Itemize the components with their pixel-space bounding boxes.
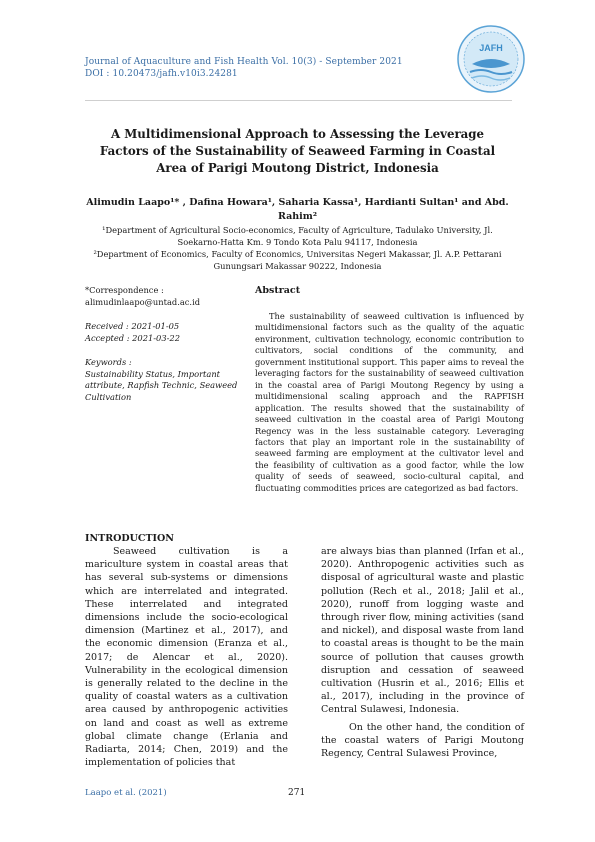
keywords-label: Keywords :: [85, 357, 132, 367]
paper-title: A Multidimensional Approach to Assessing the Leverage Factors of the Sustainability of Seaweed Farming in Coastal Area of Parigi Moutong District, Indonesia: [99, 127, 496, 175]
body-column-left: [85, 545, 288, 769]
affiliation-2: ²Department of Economics, Faculty of Economics, Universitas Negeri Makassar, Jl. A.P. Pettarani Gunungsari Makassar 90222, Indonesia: [93, 249, 502, 271]
header-divider: [85, 100, 512, 101]
intro-paragraph-1: Seaweed cultivation is a mariculture system in coastal areas that has several sub-systems or dimensions which are interrelated and integrated. These interrelated and integrated dimensions include the socio-ecological dimension (Martinez et al., 2017), and the economic dimension (Eranza et al., 2017; de Alencar et al., 2020). Vulnerability in the ecological dimension is generally related to the decline in the quality of coastal waters as a cultivation area caused by anthropogenic activities on land and coast as well as extreme global climate change (Erlania and Radiarta, 2014; Chen, 2019) and the implementation of policies that: [85, 546, 288, 769]
body-column-right: [321, 545, 524, 760]
abstract-text: The sustainability of seaweed cultivation is influenced by multidimensional factors such as the quality of the aquatic environment, cultivation technology, economic contribution to cultivators, social conditions of the community, and government institutional support. This paper aims to reveal the leveraging factors for the sustainability of seaweed cultivation in the coastal area of Parigi Moutong Regency by using a multidimensional scaling approach and the RAPFISH application. The results showed that the sustainability of seaweed cultivation in the coastal area of Parigi Moutong Regency was in the less sustainable category. Leveraging factors that play an important role in the sustainability of seaweed farming are employment at the cultivator level and the feasibility of cultivation as a good factor, while the low quality of seeds of seaweed, socio-cultural capital, and fluctuating commodities prices are categorized as bad factors.: [255, 311, 524, 493]
abstract-heading: Abstract: [255, 285, 301, 296]
accepted-date: Accepted : 2021-03-22: [85, 332, 180, 343]
page-number: 271: [288, 788, 306, 798]
correspondence-label: *Correspondence :: [85, 285, 164, 295]
doi-link[interactable]: DOI : 10.20473/jafh.v10i3.24281: [85, 69, 238, 79]
received-date: Received : 2021-01-05: [85, 321, 180, 331]
svg-text:JAFH: JAFH: [479, 43, 503, 53]
affiliation-1: ¹Department of Agricultural Socio-economics, Faculty of Agriculture, Tadulako University, Jl. Soekarno-Hatta Km. 9 Tondo Kota Palu 94117, Indonesia: [102, 225, 493, 247]
introduction-heading: INTRODUCTION: [85, 533, 174, 544]
footer-citation: Laapo et al. (2021): [85, 788, 167, 798]
journal-title: Journal of Aquaculture and Fish Health Vol. 10(3) - September 2021: [85, 57, 403, 67]
keywords-list: Sustainability Status, Important attribute, Rapfish Technic, Seaweed Cultivation: [85, 368, 238, 402]
intro-paragraph-2: On the other hand, the condition of the coastal waters of Parigi Moutong Regency, Central Sulawesi Province,: [321, 721, 524, 760]
author-list: Alimudin Laapo¹* , Dafina Howara¹, Saharia Kassa¹, Hardianti Sultan¹ and Abd. Rahim²: [86, 197, 509, 222]
jafh-logo-icon: [456, 24, 526, 94]
correspondence-email[interactable]: alimudinlaapo@untad.ac.id: [85, 296, 201, 307]
intro-paragraph-1-cont: are always bias than planned (Irfan et al., 2020). Anthropogenic activities such as disposal of agricultural waste and plastic pollution (Rech et al., 2018; Jalil et al., 2020), runoff from logging waste and through river flow, mining activities (sand and nickel), and disposal waste from land to coastal areas is thought to be the main source of pollution that causes growth disruption and cessation of seaweed cultivation (Husrin et al., 2016; Ellis et al., 2017), including in the province of Central Sulawesi, Indonesia.: [321, 546, 524, 716]
